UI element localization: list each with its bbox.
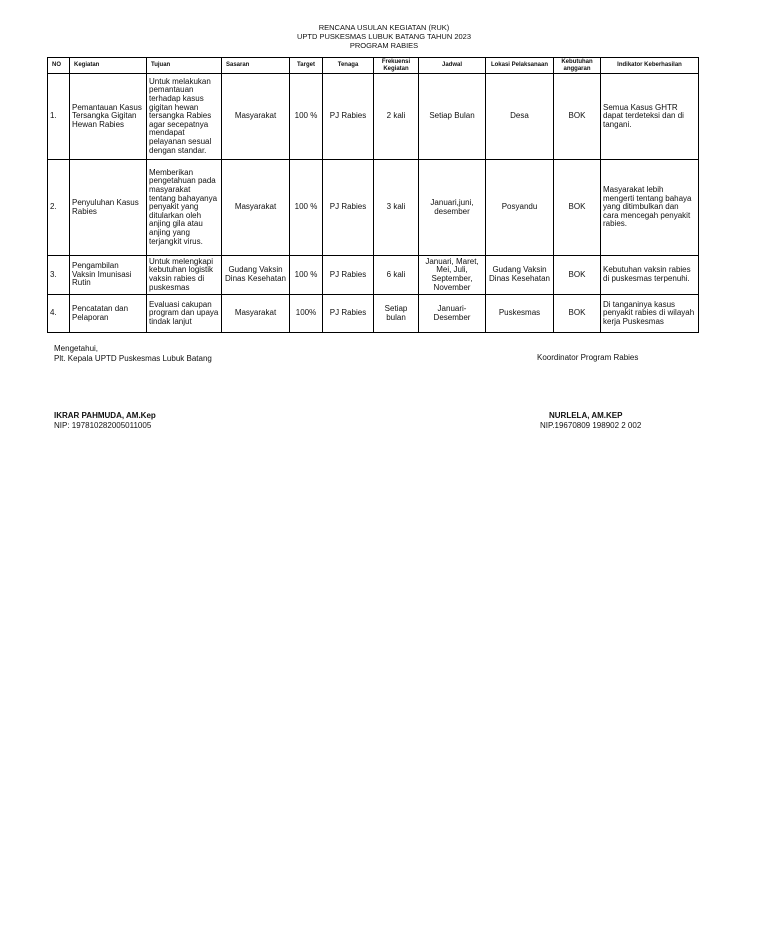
cell-frekuensi: 6 kali <box>374 256 419 295</box>
cell-lokasi: Puskesmas <box>486 295 554 333</box>
mengetahui-label: Mengetahui, <box>54 344 99 353</box>
col-header-jadwal: Jadwal <box>419 58 486 74</box>
document-title <box>0 23 768 50</box>
cell-tenaga: PJ Rabies <box>323 74 374 160</box>
cell-target: 100 % <box>290 256 323 295</box>
cell-kegiatan: Penyuluhan Kasus Rabies <box>70 160 147 256</box>
cell-target: 100% <box>290 295 323 333</box>
cell-no: 1. <box>48 74 70 160</box>
coordinator-nip: NIP.19670809 198902 2 002 <box>540 420 642 430</box>
cell-target: 100 % <box>290 74 323 160</box>
signature-left-block <box>54 411 156 430</box>
col-header-target: Target <box>290 58 323 74</box>
cell-kegiatan: Pencatatan dan Pelaporan <box>70 295 147 333</box>
col-header-tenaga: Tenaga <box>323 58 374 74</box>
cell-tujuan: Evaluasi cakupan program dan upaya tindak lanjut <box>147 295 222 333</box>
col-header-indikator: Indikator Keberhasilan <box>601 58 699 74</box>
ruk-table <box>47 57 699 333</box>
table-row <box>48 256 699 295</box>
col-header-frekuensi: Frekuensi Kegiatan <box>374 58 419 74</box>
cell-frekuensi: 2 kali <box>374 74 419 160</box>
cell-tujuan: Untuk melengkapi kebutuhan logistik vaksin rabies di puskesmas <box>147 256 222 295</box>
cell-frekuensi: Setiap bulan <box>374 295 419 333</box>
cell-lokasi: Gudang Vaksin Dinas Kesehatan <box>486 256 554 295</box>
signature-left-header <box>54 344 212 363</box>
cell-indikator: Masyarakat lebih mengerti tentang bahaya yang ditimbulkan dan cara mencegah penyakit rabies. <box>601 160 699 256</box>
cell-anggaran: BOK <box>554 256 601 295</box>
cell-jadwal: Januari, Maret, Mei, Juli, September, November <box>419 256 486 295</box>
table-row <box>48 74 699 160</box>
col-header-kegiatan: Kegiatan <box>70 58 147 74</box>
kepala-name: IKRAR PAHMUDA, AM.Kep <box>54 411 156 420</box>
table-header-row <box>48 58 699 74</box>
cell-tenaga: PJ Rabies <box>323 160 374 256</box>
cell-indikator: Kebutuhan vaksin rabies di puskesmas terpenuhi. <box>601 256 699 295</box>
kepala-title: Plt. Kepala UPTD Puskesmas Lubuk Batang <box>54 353 212 363</box>
cell-frekuensi: 3 kali <box>374 160 419 256</box>
table-row <box>48 295 699 333</box>
cell-no: 4. <box>48 295 70 333</box>
table-row <box>48 160 699 256</box>
cell-anggaran: BOK <box>554 74 601 160</box>
cell-kegiatan: Pemantauan Kasus Tersangka Gigitan Hewan Rabies <box>70 74 147 160</box>
coordinator-title: Koordinator Program Rabies <box>537 353 639 362</box>
cell-no: 2. <box>48 160 70 256</box>
cell-jadwal: Januari-Desember <box>419 295 486 333</box>
col-header-tujuan: Tujuan <box>147 58 222 74</box>
cell-no: 3. <box>48 256 70 295</box>
cell-sasaran: Masyarakat <box>222 295 290 333</box>
cell-indikator: Semua Kasus GHTR dapat terdeteksi dan di tangani. <box>601 74 699 160</box>
cell-tujuan: Memberikan pengetahuan pada masyarakat tentang bahayanya penyakit yang ditularkan oleh anjing gila atau anjing yang terjangkit virus. <box>147 160 222 256</box>
cell-target: 100 % <box>290 160 323 256</box>
cell-sasaran: Masyarakat <box>222 74 290 160</box>
cell-jadwal: Setiap Bulan <box>419 74 486 160</box>
col-header-no: NO <box>48 58 70 74</box>
coordinator-name: NURLELA, AM.KEP <box>549 411 623 420</box>
cell-anggaran: BOK <box>554 160 601 256</box>
cell-tenaga: PJ Rabies <box>323 256 374 295</box>
cell-tenaga: PJ Rabies <box>323 295 374 333</box>
kepala-nip: NIP: 197810282005011005 <box>54 420 152 430</box>
signature-right-block <box>540 411 641 430</box>
title-line-2: UPTD PUSKESMAS LUBUK BATANG TAHUN 2023 <box>296 32 472 41</box>
cell-sasaran: Gudang Vaksin Dinas Kesehatan <box>222 256 290 295</box>
cell-anggaran: BOK <box>554 295 601 333</box>
cell-lokasi: Desa <box>486 74 554 160</box>
title-line-3: PROGRAM RABIES <box>349 41 419 50</box>
col-header-lokasi: Lokasi Pelaksanaan <box>486 58 554 74</box>
cell-lokasi: Posyandu <box>486 160 554 256</box>
cell-tujuan: Untuk melakukan pemantauan terhadap kasus gigitan hewan tersangka Rabies agar secepatnya mendapat pelayanan sesual dengan standar. <box>147 74 222 160</box>
cell-sasaran: Masyarakat <box>222 160 290 256</box>
cell-kegiatan: Pengambilan Vaksin Imunisasi Rutin <box>70 256 147 295</box>
cell-jadwal: Januari,juni, desember <box>419 160 486 256</box>
cell-indikator: Di tanganinya kasus penyakit rabies di wilayah kerja Puskesmas <box>601 295 699 333</box>
col-header-sasaran: Sasaran <box>222 58 290 74</box>
col-header-anggaran: Kebutuhan anggaran <box>554 58 601 74</box>
title-line-1: RENCANA USULAN KEGIATAN (RUK) <box>318 23 450 32</box>
